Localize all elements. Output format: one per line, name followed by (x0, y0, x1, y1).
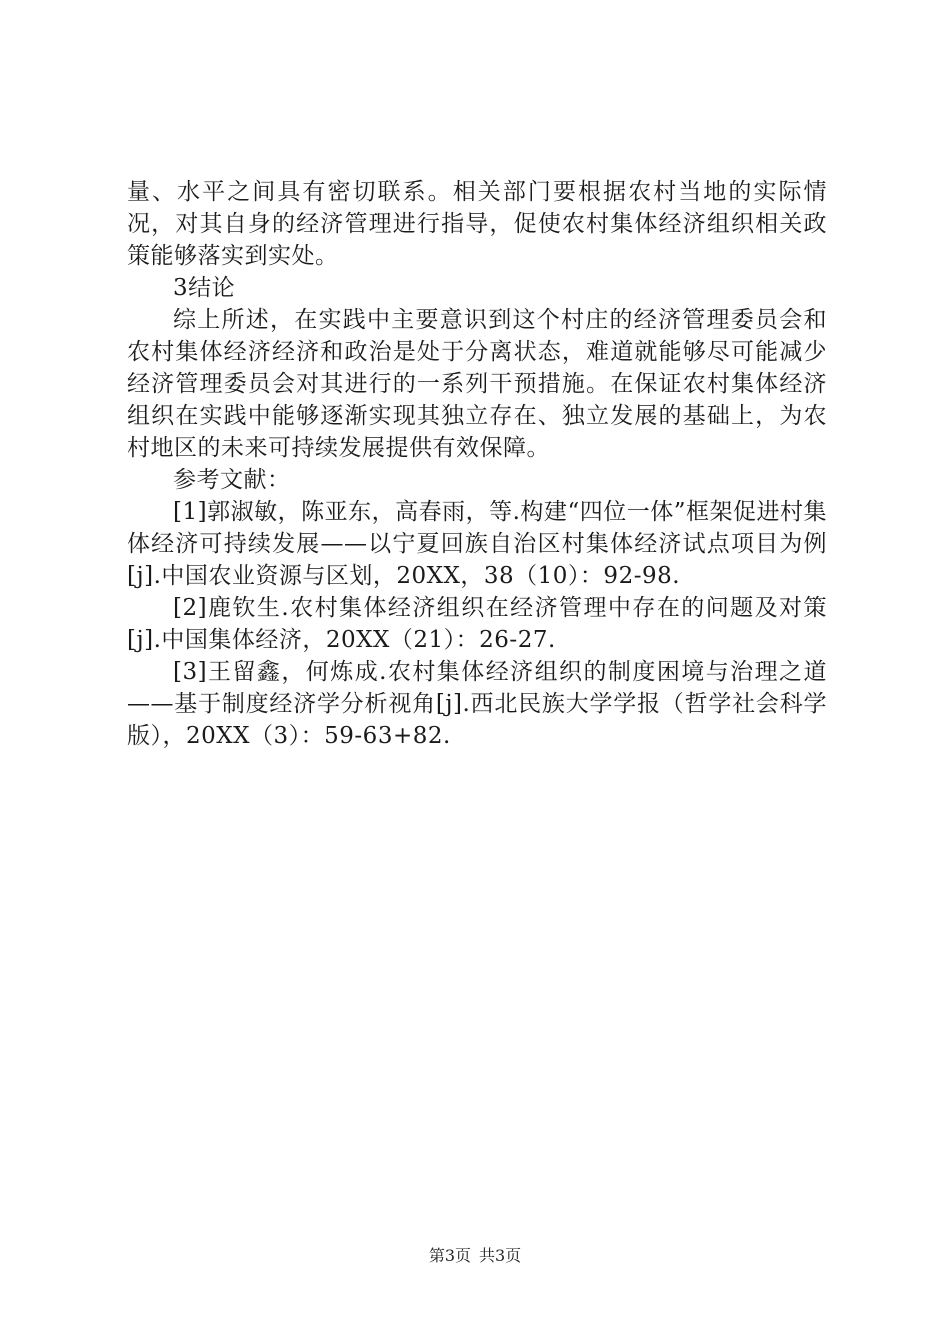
reference-item-2: [2]鹿钦生.农村集体经济组织在经济管理中存在的问题及对策[j].中国集体经济，20XX（21）：26-27. (127, 595, 827, 653)
page-number: 第3页 (428, 1246, 471, 1265)
page-total: 共3页 (479, 1246, 522, 1265)
page-footer (0, 1243, 950, 1266)
continuation-paragraph: 量、水平之间具有密切联系。相关部门要根据农村当地的实际情况，对其自身的经济管理进行指导，促使农村集体经济组织相关政策能够落实到实处。 (127, 179, 827, 269)
reference-item-3: [3]王留鑫，何炼成.农村集体经济组织的制度困境与治理之道——基于制度经济学分析视角[j].西北民族大学学报（哲学社会科学版），20XX（3）：59-63+82. (127, 659, 827, 749)
reference-item-1: [1]郭淑敏，陈亚东，高春雨，等.构建“四位一体”框架促进村集体经济可持续发展——以宁夏回族自治区村集体经济试点项目为例[j].中国农业资源与区划，20XX，38（10）：92-98. (127, 499, 827, 589)
conclusion-paragraph: 综上所述，在实践中主要意识到这个村庄的经济管理委员会和农村集体经济经济和政治是处于分离状态，难道就能够尽可能减少经济管理委员会对其进行的一系列干预措施。在保证农村集体经济组织在实践中能够逐渐实现其独立存在、独立发展的基础上，为农村地区的未来可持续发展提供有效保障。 (127, 307, 827, 461)
document-body (127, 176, 827, 752)
conclusion-heading: 3结论 (173, 275, 236, 301)
references-heading: 参考文献： (173, 467, 291, 493)
